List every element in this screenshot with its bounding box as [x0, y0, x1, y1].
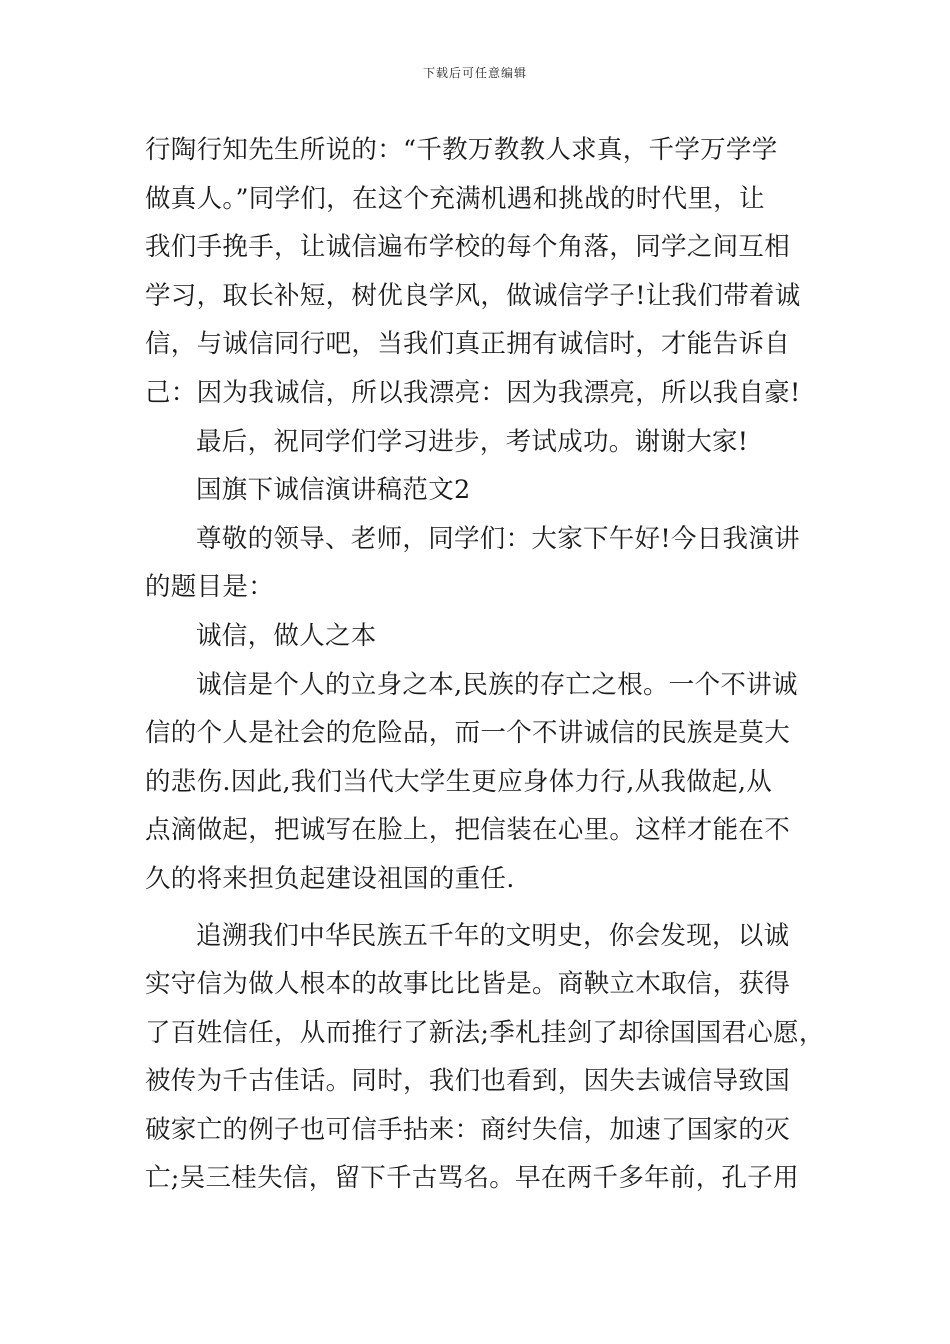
text-line: 做真人。”同学们，在这个充满机遇和挑战的时代里，让 [145, 183, 765, 214]
speech-title [145, 612, 810, 661]
text-line: 点滴做起，把诚写在脸上，把信装在心里。这样才能在不 [145, 815, 791, 846]
text-line: 我们手挽手，让诚信遍布学校的每个角落，同学之间互相 [145, 232, 791, 263]
page-header: 下载后可任意编辑 [422, 66, 527, 80]
text-line: 追溯我们中华民族五千年的文明史，你会发现，以诚 [196, 920, 790, 951]
paragraph [145, 418, 810, 467]
text-line: 最后，祝同学们学习进步，考试成功。谢谢大家! [196, 426, 749, 457]
text-line: 久的将来担负起建设祖国的重任. [145, 863, 515, 894]
text-line: 行陶行知先生所说的：“千教万教教人求真，千学万学学 [145, 135, 778, 165]
paragraph [145, 661, 810, 904]
paragraph [145, 126, 810, 418]
text-line: 信的个人是社会的危险品，而一个不讲诚信的民族是莫大 [145, 718, 791, 749]
text-line: 破家亡的例子也可信手拈来：商纣失信，加速了国家的灭 [145, 1114, 791, 1145]
text-line: 了百姓信任，从而推行了新法;季札挂剑了却徐国国君心愿， [145, 1017, 825, 1048]
text-line: 信，与诚信同行吧，当我们真正拥有诚信时，才能告诉自 [145, 329, 791, 360]
text-line: 的题目是： [145, 572, 275, 603]
text-line: 诚信是个人的立身之本,民族的存亡之根。一个不讲诚 [196, 669, 798, 700]
text-line: 被传为千古佳话。同时，我们也看到，因失去诚信导致国 [145, 1066, 791, 1097]
section-title [145, 466, 810, 515]
paragraph [145, 515, 810, 612]
text-line: 实守信为做人根本的故事比比皆是。商鞅立木取信，获得 [145, 969, 791, 1000]
text-line: 己：因为我诚信，所以我漂亮：因为我漂亮，所以我自豪! [145, 377, 801, 408]
document-body [145, 126, 825, 1203]
paragraph [145, 912, 825, 1204]
text-line: 亡;吴三桂失信，留下千古骂名。早在两千多年前，孔子用 [145, 1163, 799, 1194]
text-line: 学习，取长补短，树优良学风，做诚信学子!让我们带着诚 [145, 280, 801, 311]
text-line: 国旗下诚信演讲稿范文2 [196, 475, 471, 506]
text-line: 的悲伤.因此,我们当代大学生更应身体力行,从我做起,从 [145, 766, 773, 797]
text-line: 尊敬的领导、老师，同学们：大家下午好!今日我演讲 [196, 523, 800, 554]
text-line: 诚信，做人之本 [196, 620, 377, 651]
